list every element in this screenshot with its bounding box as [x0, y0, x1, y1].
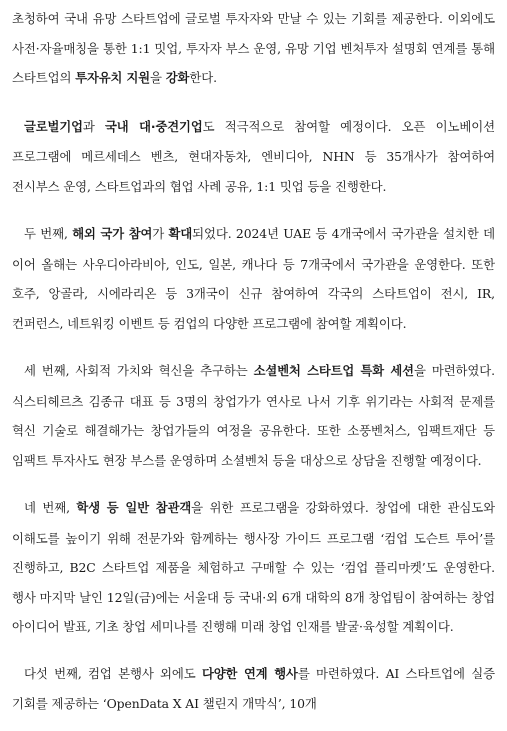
emphasis-text: 투자유치 지원	[75, 71, 151, 85]
text-segment: 되었다. 2024년 UAE 등 4개국에서 국가관을 설치한 데 이어 올해는 사우디아라비아, 인도, 일본, 캐나다 등 7개국에서 국가관을 운영한다. 또한 호주, 앙골라, 시에라리온 등 3개국이 신규 참여하여 각국의 스타트업이 전시, IR, 컨퍼런스, 네트워킹 이벤트 등 컴업의 다양한 프로그램에 참여할 계획이다.	[12, 226, 495, 331]
paragraph-spacer	[12, 94, 495, 112]
emphasis-text: 강화	[165, 71, 190, 85]
paragraph-spacer	[12, 475, 495, 493]
text-segment: 초청하여 국내 유망 스타트업에 글로벌 투자자와 만날 수 있는 기회를 제공한다. 이외에도 사전·자율매칭을 통한 1:1 밋업, 투자자 부스 운영, 유망 기업 벤처투자 설명회 연계를 통해 스타트업의	[12, 11, 495, 85]
paragraph-spacer	[12, 338, 495, 356]
emphasis-text: 확대	[168, 227, 193, 241]
paragraph-spacer	[12, 642, 495, 659]
emphasis-text: 학생 등 일반 참관객	[76, 501, 192, 515]
paragraph-third-social-venture	[12, 356, 495, 475]
text-segment: 다섯 번째, 컴업 본행사 외에도	[24, 665, 202, 681]
emphasis-text: 글로벌기업	[24, 119, 83, 134]
text-segment: 도 적극적으로 참여할 예정이다. 오픈 이노베이션 프로그램에 메르세데스 벤츠, 현대자동차, 엔비디아, NHN 등 35개사가 참여하여 전시부스 운영, 스타트업과의 협업 사례 공유, 1:1 밋업 등을 진행한다.	[12, 118, 495, 194]
text-segment: 세 번째, 사회적 가치와 혁신을 추구하는	[24, 363, 254, 378]
document-body	[12, 4, 495, 719]
paragraph-spacer	[12, 201, 495, 219]
text-segment: 을	[150, 70, 166, 85]
text-segment: 를 마련하였다. AI 스타트업에 실증 기회를 제공하는 ‘OpenData X AI 챌린지 개막식’, 10개	[12, 665, 495, 711]
text-segment: 가	[152, 226, 169, 241]
text-segment: 과	[82, 118, 106, 134]
emphasis-text: 소셜벤처 스타트업 특화 세션	[253, 364, 414, 378]
emphasis-text: 해외 국가 참여	[72, 227, 153, 241]
paragraph-second-countries	[12, 219, 495, 338]
text-segment: 을 마련하였다. 식스티헤르츠 김종규 대표 등 3명의 창업가가 연사로 나서 기후 위기라는 사회적 문제를 혁신 기술로 해결해가는 창업가들의 여정을 공유한다. 또한 소풍벤처스, 임팩트재단 등 임팩트 투자사도 현장 부스를 운영하며 소셜벤처 등을 대상으로 상담을 진행할 예정이다.	[12, 363, 496, 468]
paragraph-investment	[12, 4, 495, 94]
paragraph-global-companies	[12, 112, 495, 202]
emphasis-text: 다양한 연계 행사	[202, 666, 298, 681]
paragraph-fourth-visitors	[12, 493, 495, 642]
text-segment: 한다.	[189, 70, 217, 85]
text-segment: 두 번째,	[24, 226, 73, 241]
text-segment: 을 위한 프로그램을 강화하였다. 창업에 대한 관심도와 이해도를 높이기 위해 전문가와 함께하는 행사장 가이드 프로그램 ‘컴업 도슨트 투어’를 진행하고, B2C 스타트업 제품을 체험하고 구매할 수 있는 ‘컴업 플리마켓’도 운영한다. 행사 마지막 날인 12일(금)에는 서울대 등 국내·외 6개 대학의 8개 창업팀이 참여하는 창업 아이디어 발표, 기초 창업 세미나를 진행해 미래 창업 인재를 발굴·육성할 계획이다.	[12, 500, 496, 634]
emphasis-text: 국내 대·중견기업	[105, 119, 203, 134]
paragraph-fifth-events	[12, 659, 495, 719]
text-segment: 네 번째,	[24, 500, 77, 515]
